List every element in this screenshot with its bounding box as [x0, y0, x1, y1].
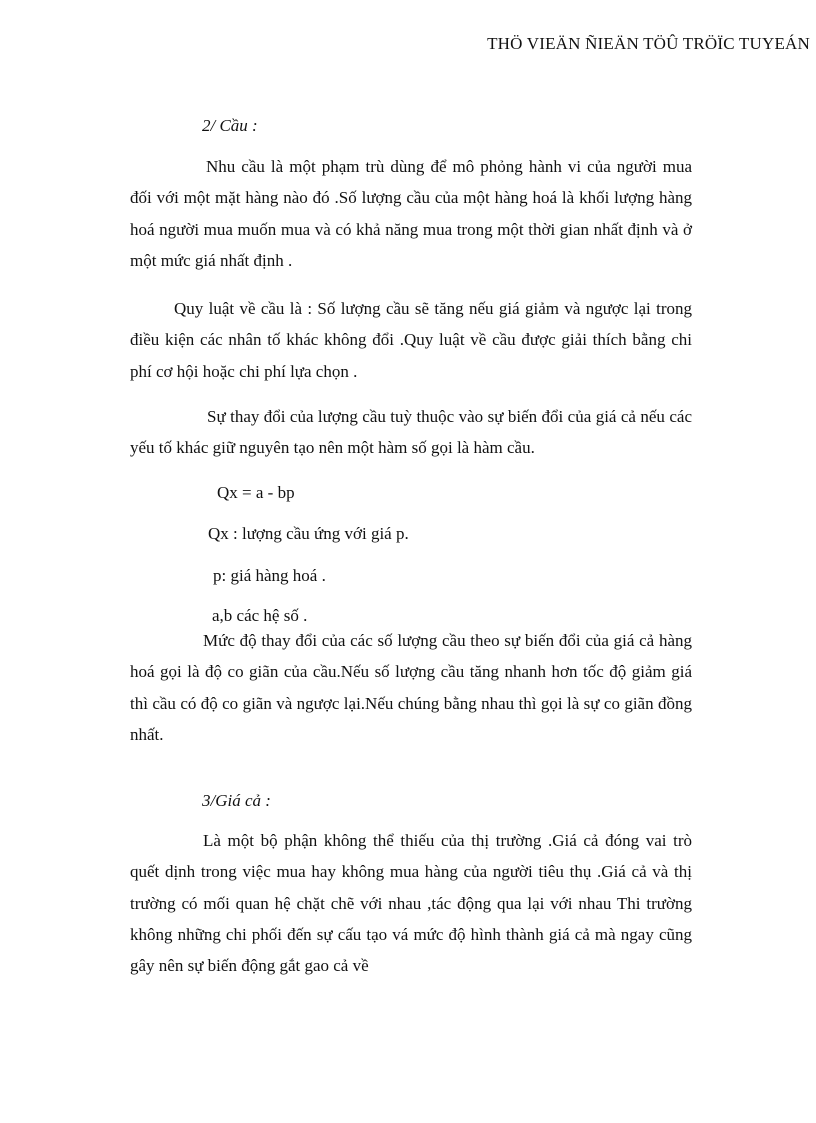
formula-definition-ab: a,b các hệ số .: [212, 606, 308, 625]
paragraph-demand-definition: Nhu cầu là một phạm trù dùng để mô phỏng hành vi của người mua đối với một mặt hàng nào đó .Số lượng cầu của một hàng hoá là khối lượng hàng hoá người mua muốn mua và có khả năng mua trong một thời gian nhất định và ở một mức giá nhất định .: [130, 157, 692, 270]
section-heading-price: 3/Giá cả :: [202, 791, 271, 810]
section-heading-demand: 2/ Cầu :: [202, 116, 258, 135]
running-header: THÖ VIEÄN ÑIEÄN TÖÛ TRÖÏC TUYEÁN: [487, 34, 810, 53]
formula-definition-qx: Qx : lượng cầu ứng với giá p.: [208, 524, 409, 543]
formula-definition-p: p: giá hàng hoá .: [213, 566, 326, 585]
paragraph-price: Là một bộ phận không thể thiếu của thị trường .Giá cả đóng vai trò quết dịnh trong việc mua hay không mua hàng của người tiêu thụ .Giá cả và thị trường có mối quan hệ chặt chẽ với nhau ,tác động qua lại với nhau Thi trường không những chi phối đến sự cấu tạo vá mức độ hình thành giá cả mà ngay cũng gây nên sự biến động gắt gao cả về: [130, 831, 692, 976]
paragraph-elasticity: Mức độ thay đổi của các số lượng cầu theo sự biến đổi của giá cả hàng hoá gọi là độ co giãn của cầu.Nếu số lượng cầu tăng nhanh hơn tốc độ giảm giá thì cầu có độ co giãn và ngược lại.Nếu chúng bằng nhau thì gọi là sự co giãn đồng nhất.: [130, 631, 692, 744]
paragraph-law-of-demand: Quy luật về cầu là : Số lượng cầu sẽ tăng nếu giá giảm và ngược lại trong điều kiện các nhân tố khác không đổi .Quy luật về cầu được giải thích bằng chi phí cơ hội hoặc chi phí lựa chọn .: [130, 299, 692, 381]
paragraph-demand-function: Sự thay đổi của lượng cầu tuỳ thuộc vào sự biến đổi của giá cả nếu các yếu tố khác giữ nguyên tạo nên một hàm số gọi là hàm cầu.: [130, 407, 692, 458]
demand-formula: Qx = a - bp: [217, 483, 295, 502]
